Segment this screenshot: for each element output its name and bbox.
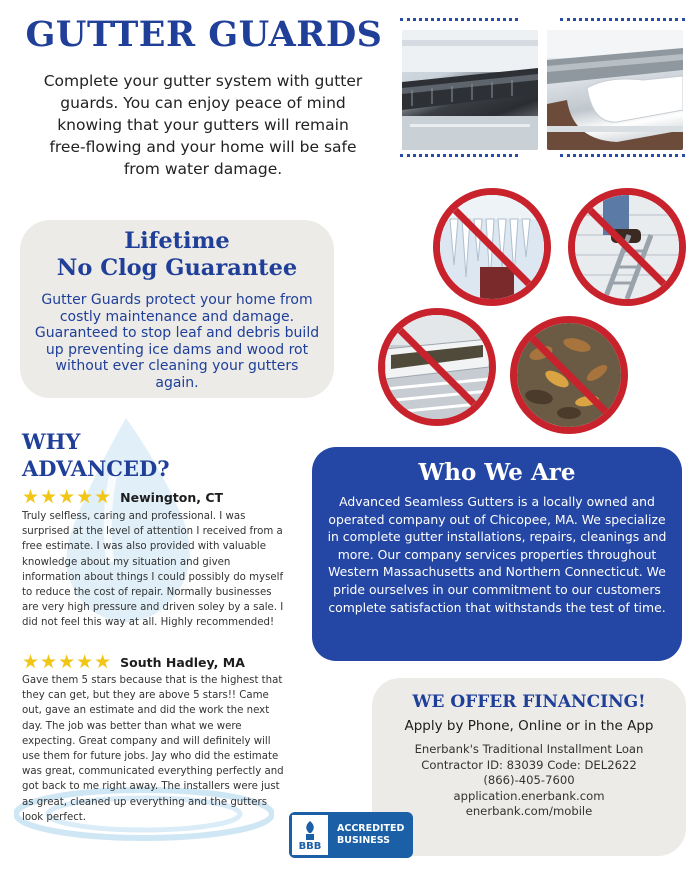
why-title-line1: WHY xyxy=(22,429,81,454)
gutter-guard-photo xyxy=(402,30,538,150)
bbb-accredited-badge xyxy=(289,812,413,858)
financing-title: WE OFFER FINANCING! xyxy=(412,692,646,712)
gutter-guard-photo xyxy=(547,30,683,150)
bbb-torch-icon xyxy=(299,821,321,841)
gutter-guard-photos xyxy=(400,18,685,158)
financing-details xyxy=(372,742,686,820)
intro-text: Complete your gutter system with gutter guards. You can enjoy peace of mind knowing that your gutters will remain free-flowing and your home will be safe from water damage. xyxy=(43,72,363,178)
prohibited-clogged-gutter-icon xyxy=(378,308,496,426)
review-text: Truly selfless, caring and professional. I was surprised at the level of attention I received from a free estimate. I was also provided with valuable knowledge about my situation and given information about things I could possibly do myself to reduce the cost of repair. Normally businesses are very high pressure and driven soley by a sale. I did not feel this way at all. Highly recommended! xyxy=(22,511,284,629)
dotted-rule xyxy=(560,154,685,158)
guarantee-title-line1: Lifetime xyxy=(124,228,230,254)
who-we-are-title: Who We Are xyxy=(418,459,576,486)
dotted-rule xyxy=(400,18,518,22)
review-text: Gave them 5 stars because that is the highest that they can get, but they are above 5 stars!! Came out, gave an estimate and did the work the next day. The job was better than what we were expecting. Great company and will definitely will use them for future jobs. Jay who did the estimate was great, communicated everything perfectly and got back to me right away. The installers were just as great, cleaned up everything and the gutters look perfect. xyxy=(22,675,284,823)
review-header xyxy=(22,488,223,506)
why-advanced-title xyxy=(22,428,222,482)
bbb-logo-text: BBB xyxy=(298,841,322,852)
review-location: South Hadley, MA xyxy=(120,654,245,670)
page-title: GUTTER GUARDS xyxy=(25,14,383,55)
financing-mobile-link[interactable]: enerbank.com/mobile xyxy=(465,804,593,819)
bbb-line1: ACCREDITED xyxy=(337,823,405,834)
guarantee-title-line2: No Clog Guarantee xyxy=(56,255,298,281)
prohibited-leaf-debris-icon xyxy=(510,316,628,434)
financing-loan-type: Enerbank's Traditional Installment Loan xyxy=(414,742,644,756)
prohibited-icicles-icon xyxy=(433,188,551,306)
who-we-are-panel xyxy=(312,447,682,661)
review-location: Newington, CT xyxy=(120,489,224,505)
why-title-line2: ADVANCED? xyxy=(22,456,170,481)
financing-phone-link[interactable]: (866)-405-7600 xyxy=(483,773,575,788)
financing-card xyxy=(372,678,686,856)
financing-contractor-code: Contractor ID: 83039 Code: DEL2622 xyxy=(421,757,637,772)
guarantee-card xyxy=(20,220,334,398)
bbb-accredited-text xyxy=(331,812,413,858)
dotted-rule xyxy=(560,18,685,22)
prohibited-ladder-icon xyxy=(568,188,686,306)
guarantee-body: Gutter Guards protect your home from costly maintenance and damage. Guaranteed to stop leaf and debris build up preventing ice dams and wood rot without ever cleaning your gutters again. xyxy=(34,292,320,391)
bbb-torch-logo-icon xyxy=(289,812,331,858)
guarantee-title xyxy=(20,228,334,282)
who-we-are-body: Advanced Seamless Gutters is a locally owned and operated company out of Chicopee, MA. We specialize in complete gutter installations, repairs, cleanings and more. Our company services properties throughout Western Massachusetts and Northern Connecticut. We pride ourselves in our commitment to our customers complete satisfaction that withstands the test of time. xyxy=(327,494,667,615)
financing-apply-text: Apply by Phone, Online or in the App xyxy=(404,718,654,734)
dotted-rule xyxy=(400,154,518,158)
review-header xyxy=(22,653,245,671)
financing-application-link[interactable]: application.enerbank.com xyxy=(453,788,605,803)
bbb-line2: BUSINESS xyxy=(337,835,391,846)
star-rating-icon: ★★★★★ xyxy=(22,486,113,508)
star-rating-icon: ★★★★★ xyxy=(22,651,113,673)
